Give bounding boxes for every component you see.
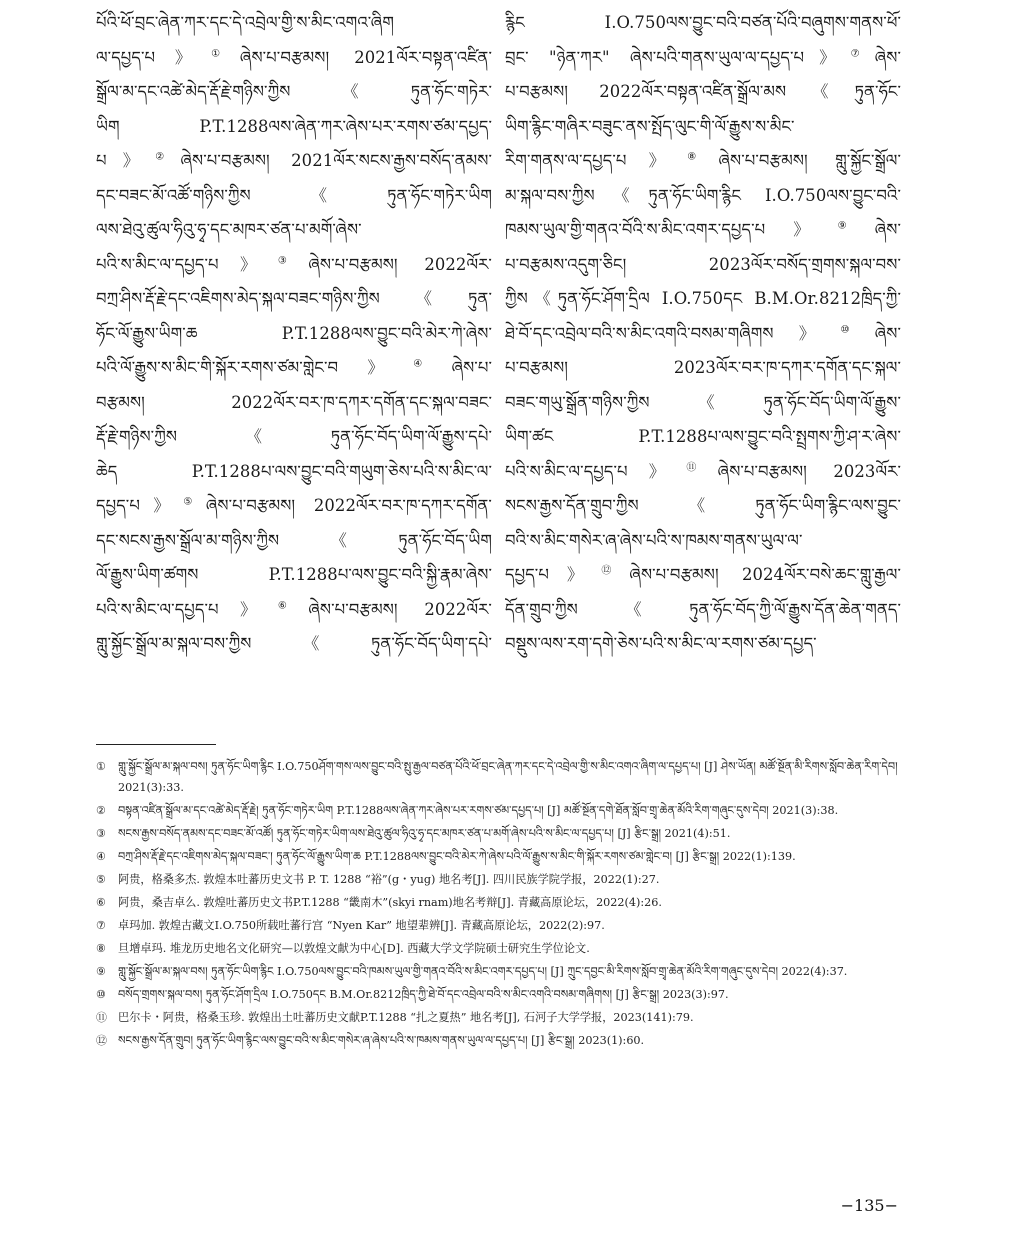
- footnote-item: [96, 756, 901, 798]
- text-line: དང་སངས་རྒྱས་སྒྲོལ་མ་གཉིས་ཀྱིས《ཏུན་ཧོང་བོད་ཡིག: [96, 530, 492, 550]
- footnote-ref[interactable]: ⑤: [183, 496, 206, 508]
- footnote-text: སངས་རྒྱས་དོན་གྲུབ། ཏུན་ཧོང་ཡིག་རྙིང་ལས་བྱུང་བའི་ས་མིང་གསེར་ཞ་ཞེས་པའི་ས་ཁམས་གནས་ཡུལ་ལ་དཔྱད་པ། [J] རྩིང་སྒྲ། 2023(1):60.: [118, 1034, 645, 1047]
- footnote-item: [96, 846, 901, 867]
- text-line: པ་བརྩམས་འདུག་ཅིང། 2023ལོར་བསོད་གྲགས་སྐལ་བས་: [505, 254, 901, 274]
- footnote-ref[interactable]: ⑩: [840, 324, 875, 336]
- text-line: པའི་ས་མིང་ལ་དཔྱད་པ》⑥ཞེས་པ་བརྩམས། 2022ལོར་: [96, 599, 492, 619]
- text-line: རྙིང I.O.750ལས་བྱུང་བའི་བཙན་པོའི་བཞུགས་གནས་ཕོ་: [505, 13, 901, 32]
- footnote-mark: ⑤: [96, 873, 106, 886]
- footnote-text: བསོད་གྲགས་སྐལ་བས། ཏུན་ཧོང་ཤོག་དྲིལ I.O.750དང B.M.Or.8212ཁྲིད་ཀྱི་ཐེ་བོ་དང་འབྲེལ་བའི་ས་མིང་འགའི་བསམ་གཞིགས། [J] རྩིང་སྒྲ། 2023(3):97.: [118, 988, 729, 1001]
- text-line: དཔྱད་པ》⑫ཞེས་པ་བརྩམས། 2024ལོར་བསེ་ཆང་གླུ་རྒྱལ་: [505, 565, 901, 584]
- page-number: −135−: [840, 1196, 898, 1215]
- text-line: པ》②ཞེས་པ་བརྩམས། 2021ལོར་སངས་རྒྱས་བསོད་ནམས་: [96, 151, 492, 170]
- footnote-mark: ⑪: [96, 1011, 107, 1024]
- footnote-ref[interactable]: ⑫: [601, 565, 630, 577]
- footnote-text: གླུ་སྐྱོང་སྒྲོལ་མ་སྐལ་བས། ཏུན་ཧོང་ཡིག་རྙིང I.O.750ལས་བྱུང་བའི་ཁམས་ཡུལ་གྱི་གནའ་བོའི་ས་མིང་འགར་དཔྱད་པ། [J] ཀྲུང་དབྱང་མི་རིགས་སློབ་གྲྭ་ཆེན་མོའི་རིག་གཞུང་དུས་དེབ། 2022(4):37.: [118, 965, 848, 978]
- footnote-ref[interactable]: ①: [211, 48, 240, 60]
- text-line: པ་བརྩམས། 2022ལོར་བསྟན་འཛིན་སྒྲོལ་མས《ཏུན་ཧོང་: [505, 82, 901, 101]
- footnote-mark: ⑫: [96, 1034, 107, 1047]
- text-line: པའི་ལོ་རྒྱུས་ས་མིང་གི་སྐོར་རགས་ཙམ་གླེང་བ》④ཞེས་པ་: [96, 358, 492, 377]
- footnote-text: སངས་རྒྱས་བསོད་ནམས་དང་བཟང་མོ་འཚོ། ཏུན་ཧོང་གཏེར་ཡིག་ལས་ཐེའུ་ཚུལ་ཧིའུ་ཧྭ་དང་མཁར་ཙན་པ་མགོ་ཞེས་པའི་ས་མིང་ལ་དཔྱད་པ། [J] རྩིང་སྒྲ། 2021(4):51.: [118, 827, 731, 840]
- footnote-ref[interactable]: ④: [413, 358, 452, 370]
- footnote-item: [96, 938, 901, 959]
- footnote-mark: ⑨: [96, 965, 106, 978]
- text-line: དཔྱད་པ》⑤ཞེས་པ་བརྩམས། 2022ལོར་བར་ཁ་དཀར་དགོན་: [96, 496, 492, 515]
- footnote-item: [96, 961, 901, 982]
- footnote-mark: ③: [96, 827, 106, 840]
- footnote-ref[interactable]: ②: [155, 151, 181, 163]
- text-line: དང་བཟང་མོ་འཚོ་གཉིས་ཀྱིས《ཏུན་ཧོང་གཏེར་ཡིག: [96, 185, 492, 205]
- footnote-item: [96, 869, 901, 890]
- text-line: ལ་དཔྱད་པ》①ཞེས་པ་བརྩམས། 2021ལོར་བསྟན་འཛིན་: [96, 47, 492, 67]
- footnote-ref[interactable]: ⑥: [277, 600, 309, 612]
- footnote-text: 巴尔卡・阿贵，格桑玉珍. 敦煌出土吐蕃历史文献P.T.1288 “扎之夏热” 地名考[J], 石河子大学学报，2023(141):79.: [118, 1011, 694, 1024]
- footnote-ref[interactable]: ⑪: [686, 462, 718, 474]
- text-line: ཀྱིས《ཏུན་ཧོང་ཤོག་དྲིལ I.O.750དང B.M.Or.8212ཁྲིད་ཀྱི་: [505, 289, 901, 308]
- text-line: བརྩམས། 2022ལོར་བར་ཁ་དཀར་དགོན་དང་སྐལ་བཟང་: [96, 392, 492, 412]
- footnote-text: གླུ་སྐྱོང་སྒྲོལ་མ་སྐལ་བས། ཏུན་ཧོང་ཡིག་རྙིང I.O.750ཤོག་གས་ལས་བྱུང་བའི་སྤུ་རྒྱལ་བཙན་པོའི་ཕོ་བྲང་ཞེན་ཀར་དང་དེ་འབྲེལ་གྱི་ས་མིང་འགའ་ཞིག་ལ་དཔྱད་པ། [J] ཤེས་ཡོན། མཚོ་སྔོན་མི་རིགས་སློབ་ཆེན་རིག་དེབ། 2021(3):33.: [118, 760, 898, 794]
- footnote-ref[interactable]: ⑨: [837, 220, 875, 232]
- footnote-item: [96, 892, 901, 913]
- text-line: པའི་ས་མིང་ལ་དཔྱད་པ》③ཞེས་པ་བརྩམས། 2022ལོར་: [96, 254, 492, 274]
- text-line: ཁམས་ཡུལ་གྱི་གནའ་བོའི་ས་མིང་འགར་དཔྱད་པ》⑨ཞེས་: [505, 220, 901, 239]
- footnote-text: 阿贵，桑吉卓么. 敦煌吐蕃历史文书P.T.1288 “畿南木”(skyi rnam)地名考辩[J]. 青藏高原论坛，2022(4):26.: [118, 896, 662, 909]
- text-line: པོའི་ཕོ་བྲང་ཞེན་ཀར་དང་དེ་འབྲེལ་གྱི་ས་མིང་འགའ་ཞིག: [96, 13, 395, 32]
- footnote-mark: ⑧: [96, 942, 106, 955]
- text-line: སྒྲོལ་མ་དང་འཚེ་མེད་རྡོ་རྗེ་གཉིས་ཀྱིས《ཏུན་ཧོང་གཏེར་: [96, 82, 492, 101]
- body-column-left: [96, 6, 492, 726]
- body-column-right: [505, 6, 901, 726]
- text-line: པའི་ས་མིང་ལ་དཔྱད་པ》⑪ཞེས་པ་བརྩམས། 2023ལོར་: [505, 461, 901, 481]
- footnote-text: བཀྲ་ཤིས་རྡོ་རྗེ་དང་འཇིགས་མེད་སྐལ་བཟང་། ཏུན་ཧོང་ལོ་རྒྱུས་ཡིག་ཆ P.T.1288ལས་བྱུང་བའི་མེར་ཀེ་ཞེས་པའི་ལོ་རྒྱུས་ས་མིང་གི་སྐོར་རགས་ཙམ་གླེང་བ། [J] རྩིང་སྒྲ། 2022(1):139.: [118, 850, 796, 863]
- footnote-ref[interactable]: ⑧: [687, 151, 719, 163]
- text-line: ཡིག་རྙིང་གཞིར་བཟུང་ནས་སྤོད་ལུང་གི་ལོ་རྒྱུས་ས་མིང་: [505, 116, 795, 136]
- footnote-item: [96, 1007, 901, 1028]
- text-line: བའི་ས་མིང་གསེར་ཞ་ཞེས་པའི་ས་ཁམས་གནས་ཡུལ་ལ་: [505, 530, 803, 550]
- footnote-text: བསྟན་འཛིན་སྒྲོལ་མ་དང་འཚེ་མེད་རྡོ་རྗེ། ཏུན་ཧོང་གཏེར་ཡིག P.T.1288ལས་ཞེན་ཀར་ཞེས་པར་རགས་ཙམ་དཔྱད་པ། [J] མཚོ་སྔོན་དགེ་ཐོན་སློབ་གྲྭ་ཆེན་མོའི་རིག་གཞུང་དུས་དེབ། 2021(3):38.: [118, 804, 839, 817]
- footnote-divider: [96, 744, 216, 745]
- text-line: ཡིག་ཚང P.T.1288པ་ལས་བྱུང་བའི་སྤྲགས་ཀྱི་ཤ་ར་ཞེས་: [505, 427, 901, 446]
- footnote-ref[interactable]: ⑦: [850, 48, 875, 60]
- text-line: དོན་གྲུབ་ཀྱིས《ཏུན་ཧོང་བོད་ཀྱི་ལོ་རྒྱུས་དོན་ཆེན་གནད་: [505, 599, 901, 619]
- footnotes-section: [96, 756, 901, 1053]
- footnote-text: 卓玛加. 敦煌古藏文I.O.750所载吐蕃行宫 “Nyen Kar” 地望辈辨[J]. 青藏高原论坛，2022(2):97.: [118, 919, 605, 932]
- footnote-mark: ①: [96, 760, 106, 773]
- text-line: རིག་གནས་ལ་དཔྱད་པ》⑧ཞེས་པ་བརྩམས། གླུ་སྐྱོང་སྒྲོལ་: [505, 151, 901, 170]
- text-line: ལོ་རྒྱུས་ཡིག་ཚགས P.T.1288པ་ལས་བྱུང་བའི་སྐྱི་རྣམ་ཞེས་: [96, 565, 492, 584]
- text-line: བསྡུས་ལས་རག་དགེ་ཅེས་པའི་ས་མིང་ལ་རགས་ཙམ་དཔྱད་: [505, 634, 817, 653]
- footnote-text: 旦增卓玛. 堆龙历史地名文化研究—以敦煌文献为中心[D]. 西藏大学文学院硕士研究生学位论文.: [118, 942, 590, 955]
- text-line: གླུ་སྐྱོང་སྒྲོལ་མ་སྐལ་བས་ཀྱིས《ཏུན་ཧོང་བོད་ཡིག་དཔེ་: [96, 634, 492, 653]
- text-line: སངས་རྒྱས་དོན་གྲུབ་ཀྱིས《ཏུན་ཧོང་ཡིག་རྙིང་ལས་བྱུང་: [505, 496, 901, 515]
- text-line: རྡོ་རྗེ་གཉིས་ཀྱིས《ཏུན་ཧོང་བོད་ཡིག་ལོ་རྒྱུས་དཔེ་: [96, 427, 492, 446]
- footnote-mark: ⑥: [96, 896, 106, 909]
- text-line: བཟང་གཡུ་སྒྲོན་གཉིས་ཀྱིས《ཏུན་ཧོང་བོད་ཡིག་ལོ་རྒྱུས་: [505, 392, 901, 412]
- footnote-mark: ⑩: [96, 988, 106, 1001]
- footnote-ref[interactable]: ③: [277, 255, 309, 267]
- footnote-item: [96, 915, 901, 936]
- footnote-mark: ⑦: [96, 919, 106, 932]
- text-line: ལས་ཐེའུ་ཚུལ་ཧིའུ་ཧྭ་དང་མཁར་ཙན་པ་མགོ་ཞེས་: [96, 220, 362, 239]
- text-line: བྲང་ "ཉེན་ཀར" ཞེས་པའི་གནས་ཡུལ་ལ་དཔྱད་པ》⑦ཞེས་: [505, 47, 901, 67]
- text-line: མ་སྐལ་བས་ཀྱིས《ཏུན་ཧོང་ཡིག་རྙིང I.O.750ལས་བྱུང་བའི་: [505, 185, 901, 205]
- text-line: ཧོང་ལོ་རྒྱུས་ཡིག་ཆ P.T.1288ལས་བྱུང་བའི་མེར་ཀེ་ཞེས་: [96, 323, 492, 343]
- text-line: ཡིག P.T.1288ལས་ཞེན་ཀར་ཞེས་པར་རགས་ཙམ་དཔྱད་: [96, 116, 492, 136]
- footnote-item: [96, 800, 901, 821]
- text-line: ཆེད P.T.1288པ་ལས་བྱུང་བའི་གཡུག་ཅེས་པའི་ས་མིང་ལ་: [96, 461, 492, 481]
- text-line: བཀྲ་ཤིས་རྡོ་རྗེ་དང་འཇིགས་མེད་སྐལ་བཟང་གཉིས་ཀྱིས《ཏུན་: [96, 289, 492, 308]
- footnote-item: [96, 1030, 901, 1051]
- footnote-text: 阿贵，格桑多杰. 敦煌本吐蕃历史文书 P. T. 1288 “裕”(g・yug) 地名考[J]. 四川民族学院学报，2022(1):27.: [118, 873, 660, 886]
- footnote-item: [96, 984, 901, 1005]
- footnote-mark: ④: [96, 850, 106, 863]
- text-line: ཐེ་བོ་དང་འབྲེལ་བའི་ས་མིང་འགའི་བསམ་གཞིགས》⑩ཞེས་: [505, 323, 901, 343]
- footnote-mark: ②: [96, 804, 106, 817]
- text-line: པ་བརྩམས། 2023ལོར་བར་ཁ་དཀར་དགོན་དང་སྐལ་: [505, 358, 901, 377]
- footnote-item: [96, 823, 901, 844]
